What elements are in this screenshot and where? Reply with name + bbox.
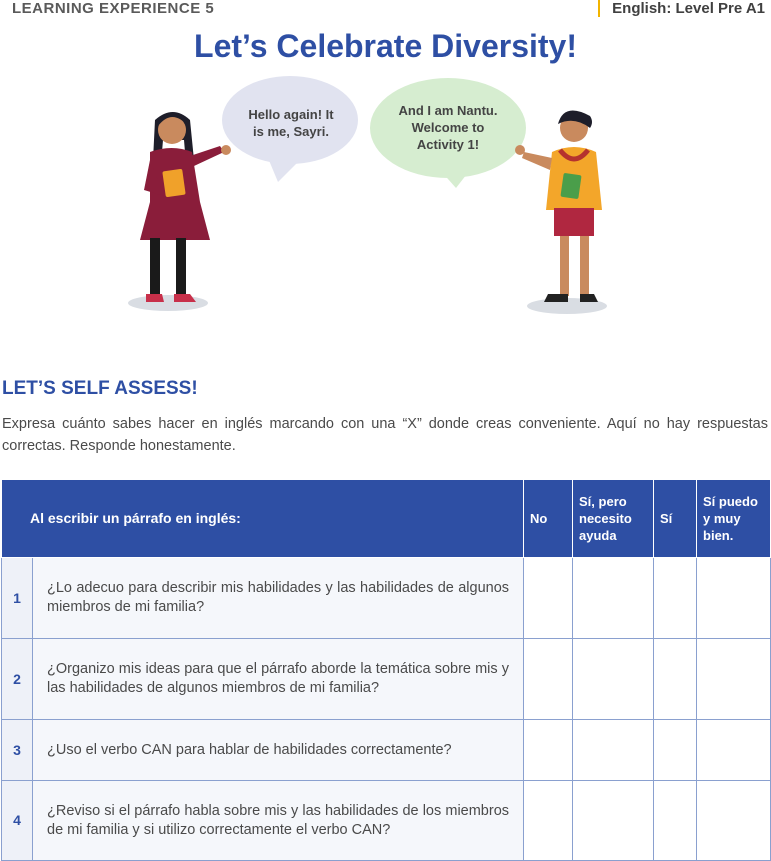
answer-cell-yes-very-well[interactable]: [697, 781, 771, 861]
table-header-row: [2, 480, 771, 558]
bubble-text-nantu: [380, 102, 516, 153]
level-label: English: Level Pre A1: [598, 0, 765, 17]
character-nantu: [515, 111, 602, 302]
column-header-yes-very-well: Sí puedo y muy bien.: [697, 480, 771, 558]
answer-cell-yes-very-well[interactable]: [697, 558, 771, 639]
answer-cell-yes-very-well[interactable]: [697, 720, 771, 781]
answer-cell-yes-need-help[interactable]: [573, 558, 654, 639]
page-title: Let’s Celebrate Diversity!: [194, 28, 577, 64]
table-row: [2, 781, 771, 861]
shadow-sayri: [128, 295, 208, 311]
bubble-text-sayri: [232, 106, 350, 140]
row-question: ¿Reviso si el párrafo habla sobre mis y las habilidades de los miembros de mi familia y si utilizo correctamente el verbo CAN?: [33, 781, 524, 861]
answer-cell-no[interactable]: [524, 781, 573, 861]
row-number: 4: [2, 781, 33, 861]
bubble-line: Activity 1!: [416, 137, 480, 152]
column-header-yes: Sí: [654, 480, 697, 558]
row-question: ¿Organizo mis ideas para que el párrafo aborde la temática sobre mis y las habilidades de algunos miembros de mi familia?: [33, 639, 524, 720]
table-header-main: Al escribir un párrafo en inglés:: [2, 480, 524, 558]
row-number: 1: [2, 558, 33, 639]
row-number: 2: [2, 639, 33, 720]
bubble-line: is me, Sayri.: [253, 124, 329, 139]
table-row: [2, 558, 771, 639]
column-header-no: No: [524, 480, 573, 558]
answer-cell-yes-very-well[interactable]: [697, 639, 771, 720]
learning-experience-label: LEARNING EXPERIENCE 5: [12, 0, 215, 17]
character-sayri: [140, 112, 231, 302]
answer-cell-yes[interactable]: [654, 720, 697, 781]
answer-cell-yes-need-help[interactable]: [573, 639, 654, 720]
answer-cell-no[interactable]: [524, 558, 573, 639]
row-question: ¿Lo adecuo para describir mis habilidades y las habilidades de algunos miembros de mi familia?: [33, 558, 524, 639]
table-row: [2, 639, 771, 720]
illustration: [0, 70, 771, 330]
instructions: Expresa cuánto sabes hacer en inglés marcando con una “X” donde creas conveniente. Aquí no hay respuestas correctas. Responde honestamente.: [2, 416, 768, 454]
answer-cell-yes[interactable]: [654, 639, 697, 720]
row-number: 3: [2, 720, 33, 781]
self-assessment-table: [1, 479, 771, 861]
column-header-yes-need-help: Sí, pero necesito ayuda: [573, 480, 654, 558]
row-question: ¿Uso el verbo CAN para hablar de habilidades correctamente?: [33, 720, 524, 781]
bubble-line: Hello again! It: [248, 107, 334, 122]
table-row: [2, 720, 771, 781]
answer-cell-yes-need-help[interactable]: [573, 781, 654, 861]
answer-cell-yes[interactable]: [654, 781, 697, 861]
answer-cell-yes-need-help[interactable]: [573, 720, 654, 781]
answer-cell-no[interactable]: [524, 720, 573, 781]
answer-cell-yes[interactable]: [654, 558, 697, 639]
section-title: LET’S SELF ASSESS!: [2, 378, 198, 399]
answer-cell-no[interactable]: [524, 639, 573, 720]
bubble-line: And I am Nantu.: [398, 103, 498, 118]
bubble-line: Welcome to: [411, 120, 485, 135]
